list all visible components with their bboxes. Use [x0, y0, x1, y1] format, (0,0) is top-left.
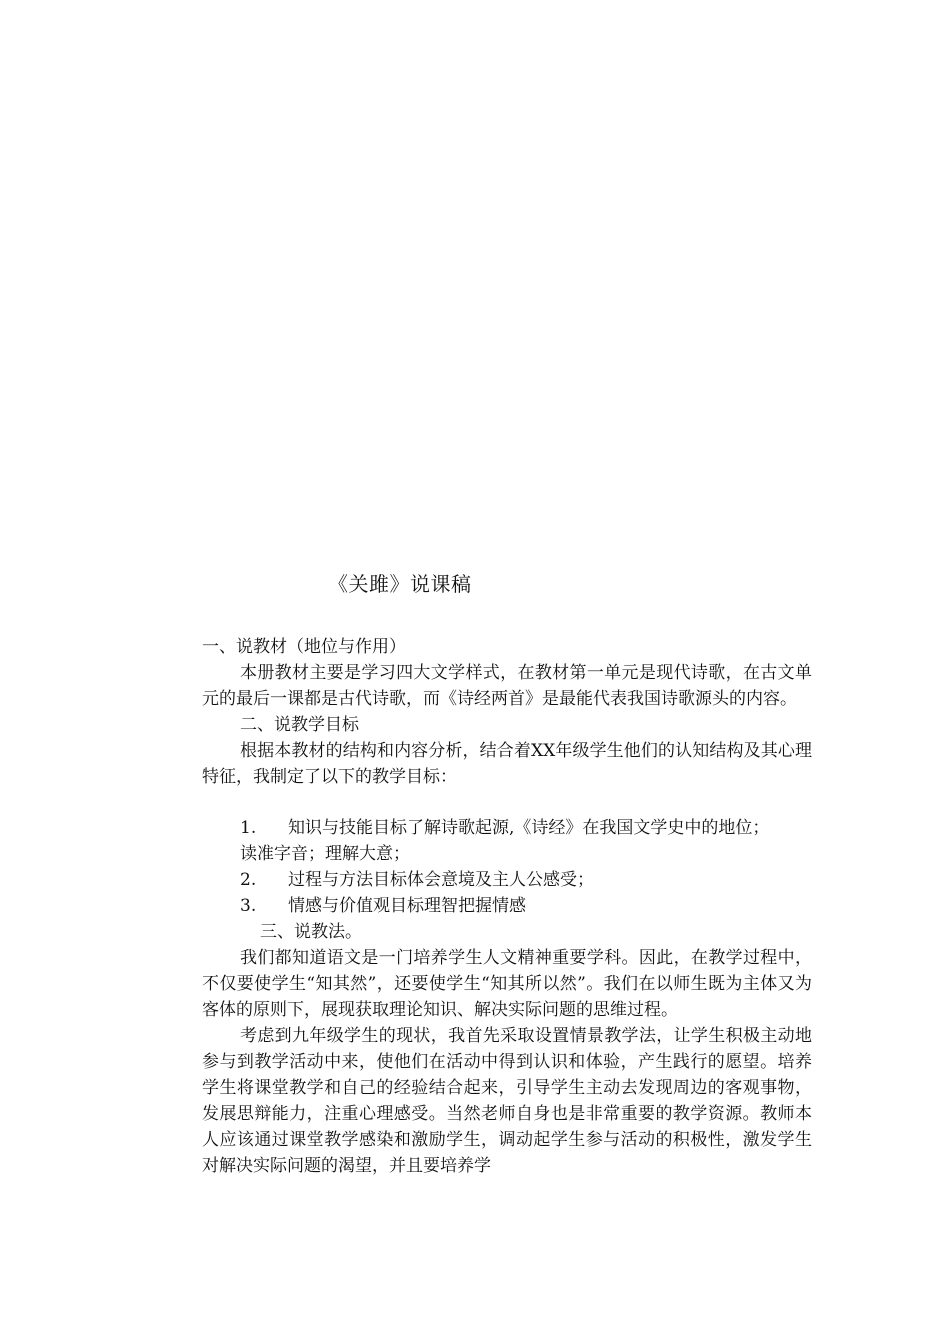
goal-item [202, 893, 812, 919]
paragraph-materials: 本册教材主要是学习四大文学样式，在教材第一单元是现代诗歌，在古文单元的最后一课都是古代诗歌，而《诗经两首》是最能代表我国诗歌源头的内容。 [202, 663, 812, 709]
goal-text: 知识与技能目标了解诗歌起源,《诗经》在我国文学史中的地位； [288, 818, 770, 838]
goal-number: 3. [240, 896, 257, 916]
goal-text: 情感与价值观目标理智把握情感 [288, 896, 526, 916]
paragraph-methods-1: 我们都知道语文是一门培养学生人文精神重要学科。因此，在教学过程中，不仅要使学生“知其然”，还要使学生“知其所以然”。我们在以师生既为主体又为客体的原则下，展现获取理论知识、解决实际问题的思维过程。 [202, 948, 812, 1020]
goal-continuation: 读准字音；理解大意； [240, 844, 410, 864]
goal-number: 1. [240, 818, 257, 838]
goal-item [202, 867, 812, 893]
goal-text: 过程与方法目标体会意境及主人公感受； [288, 870, 594, 890]
goal-number: 2. [240, 870, 257, 890]
document-body [202, 634, 812, 1179]
paragraph-methods-2: 考虑到九年级学生的现状，我首先采取设置情景教学法，让学生积极主动地参与到教学活动中来，使他们在活动中得到认识和体验，产生践行的愿望。培养学生将课堂教学和自己的经验结合起来，引导学生主动去发现周边的客观事物，发展思辩能力，注重心理感受。当然老师自身也是非常重要的教学资源。教师本人应该通过课堂教学感染和激励学生，调动起学生参与活动的积极性，激发学生对解决实际问题的渴望，并且要培养学 [202, 1026, 812, 1176]
blank-line [202, 790, 812, 815]
section-heading-materials: 一、说教材（地位与作用） [202, 637, 406, 657]
section-heading-goals: 二、说教学目标 [240, 715, 359, 735]
document-title: 《关雎》说课稿 [328, 572, 472, 596]
goal-item [202, 815, 812, 841]
section-heading-methods: 三、说教法。 [260, 922, 362, 942]
paragraph-goals-intro: 根据本教材的结构和内容分析，结合着XX年级学生他们的认知结构及其心理特征，我制定了以下的教学目标： [202, 741, 812, 787]
